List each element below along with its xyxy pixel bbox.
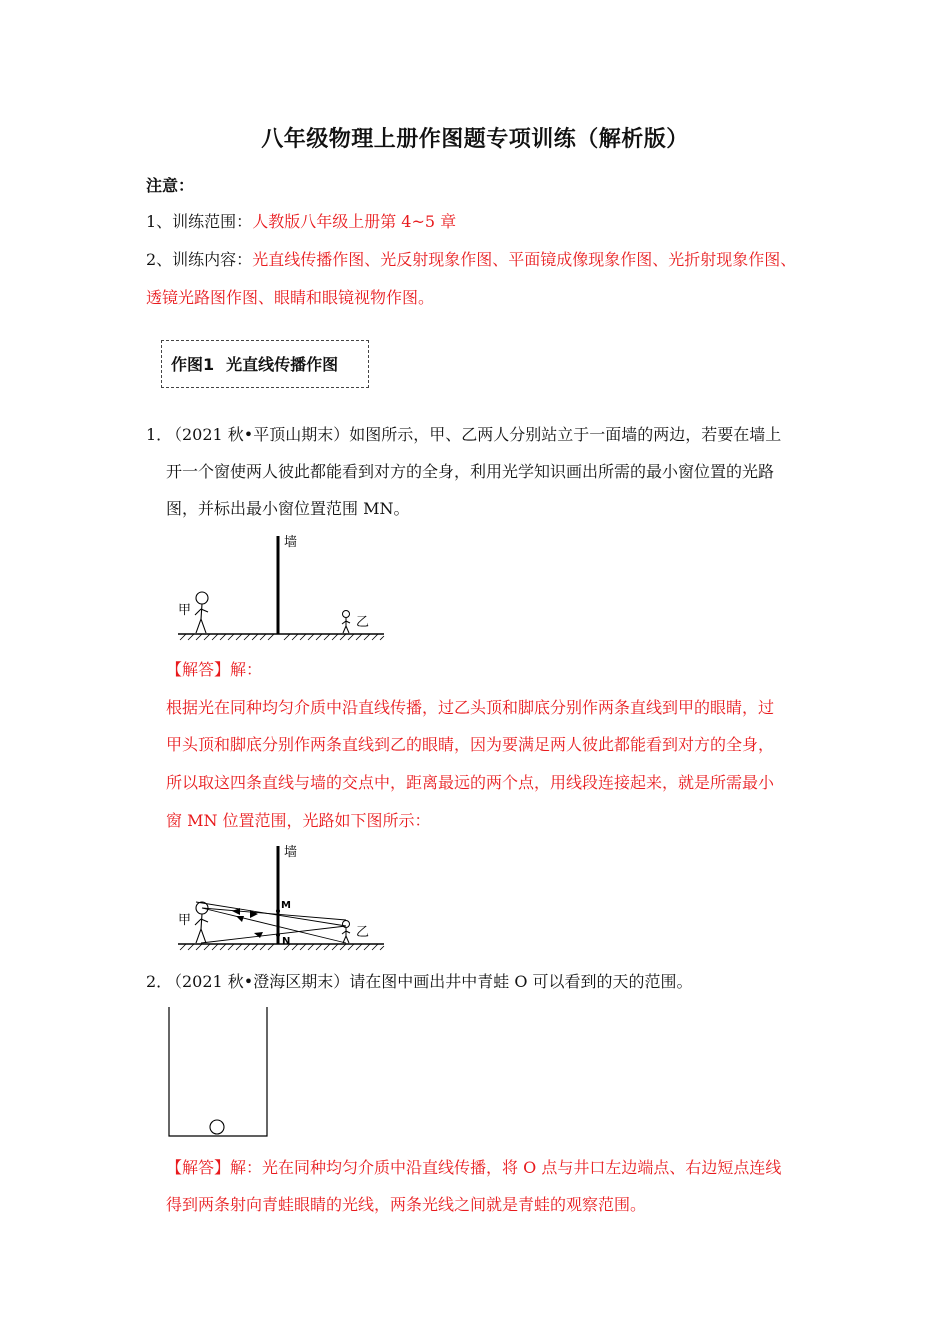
arrow-head <box>232 908 240 915</box>
ray-b-top-to-a-eye <box>202 908 346 920</box>
notice-item-1 <box>146 212 456 232</box>
q1-answer-line-2: 甲头顶和脚底分别作两条直线到乙的眼睛，因为要满足两人彼此都能看到对方的全身， <box>166 735 775 754</box>
q2-number: 2． <box>146 972 173 991</box>
q1-answer-heading <box>166 660 262 680</box>
q2-answer-text: 光在同种均匀介质中沿直线传播，将 O 点与井口左边端点、右边短点连线 <box>262 1158 782 1177</box>
ray-a-foot-to-b-eye <box>201 926 346 943</box>
q2-text-line-1: （2021 秋•澄海区期末）请在图中画出井中青蛙 O 可以看到的天的范围。 <box>166 972 693 991</box>
q1-answer-suffix: 解： <box>230 660 263 679</box>
ground-hatching <box>180 634 384 640</box>
q1-text-line-3: 图，并标出最小窗位置范围 MN。 <box>166 499 410 518</box>
person-a-label: 甲 <box>178 913 192 928</box>
notice-item-2-label: 2、训练内容： <box>146 250 253 269</box>
person-b-figure <box>342 921 350 944</box>
notice-heading: 注意： <box>146 176 195 195</box>
notice-item-2-continued: 透镜光路图作图、眼睛和眼镜视物作图。 <box>146 288 435 307</box>
wall-label: 墙 <box>284 535 298 550</box>
q1-answer-line-1: 根据光在同种均匀介质中沿直线传播，过乙头顶和脚底分别作两条直线到甲的眼睛，过 <box>166 698 775 717</box>
person-b-label: 乙 <box>356 615 370 630</box>
person-a-label: 甲 <box>178 603 192 618</box>
q2-answer-line-2: 得到两条射向青蛙眼睛的光线，两条光线之间就是青蛙的观察范围。 <box>166 1195 647 1214</box>
q1-number: 1． <box>146 425 173 444</box>
notice-item-1-value: 人教版八年级上册第 4~5 章 <box>252 212 457 231</box>
q1-text-line-2: 开一个窗使两人彼此都能看到对方的全身，利用光学知识画出所需的最小窗位置的光路 <box>166 462 775 481</box>
q1-answer-tag: 【解答】 <box>166 660 231 679</box>
well-outline <box>169 1007 267 1136</box>
q2-well-figure <box>165 1005 273 1141</box>
section-name: 光直线传播作图 <box>226 355 339 374</box>
arrow-head <box>254 932 263 938</box>
q1-answer-line-3: 所以取这四条直线与墙的交点中，距离最远的两个点，用线段连接起来，就是所需最小 <box>166 773 775 792</box>
point-n-marker <box>276 933 280 937</box>
notice-item-1-label: 1、训练范围： <box>146 212 253 231</box>
wall-label: 墙 <box>284 845 298 860</box>
page-title: 八年级物理上册作图题专项训练（解析版） <box>261 127 689 152</box>
person-b-label: 乙 <box>356 925 370 940</box>
q1-answer-figure <box>170 840 390 952</box>
light-rays <box>196 902 346 943</box>
ray-b-foot-to-a-eye <box>202 908 346 943</box>
q1-text-line-1: （2021 秋•平顶山期末）如图所示，甲、乙两人分别站立于一面墙的两边，若要在墙上 <box>166 425 782 444</box>
notice-item-2 <box>146 250 796 270</box>
point-m-marker <box>276 909 280 913</box>
arrow-head <box>236 916 244 922</box>
person-a-figure <box>195 592 208 633</box>
notice-item-2-value: 光直线传播作图、光反射现象作图、平面镜成像现象作图、光折射现象作图、 <box>252 250 797 269</box>
point-n-label: N <box>282 936 291 947</box>
section-heading-box <box>161 340 369 388</box>
q2-answer-line-1 <box>166 1158 781 1178</box>
section-number: 作图1 <box>171 355 215 374</box>
frog-point-o <box>210 1120 224 1134</box>
q2-answer-suffix: 解： <box>230 1158 263 1177</box>
q1-answer-line-4: 窗 MN 位置范围，光路如下图所示： <box>166 811 431 830</box>
q1-figure <box>170 530 390 642</box>
q2-answer-tag: 【解答】 <box>166 1158 231 1177</box>
person-b-figure <box>342 611 350 634</box>
point-m-label: M <box>281 900 291 911</box>
